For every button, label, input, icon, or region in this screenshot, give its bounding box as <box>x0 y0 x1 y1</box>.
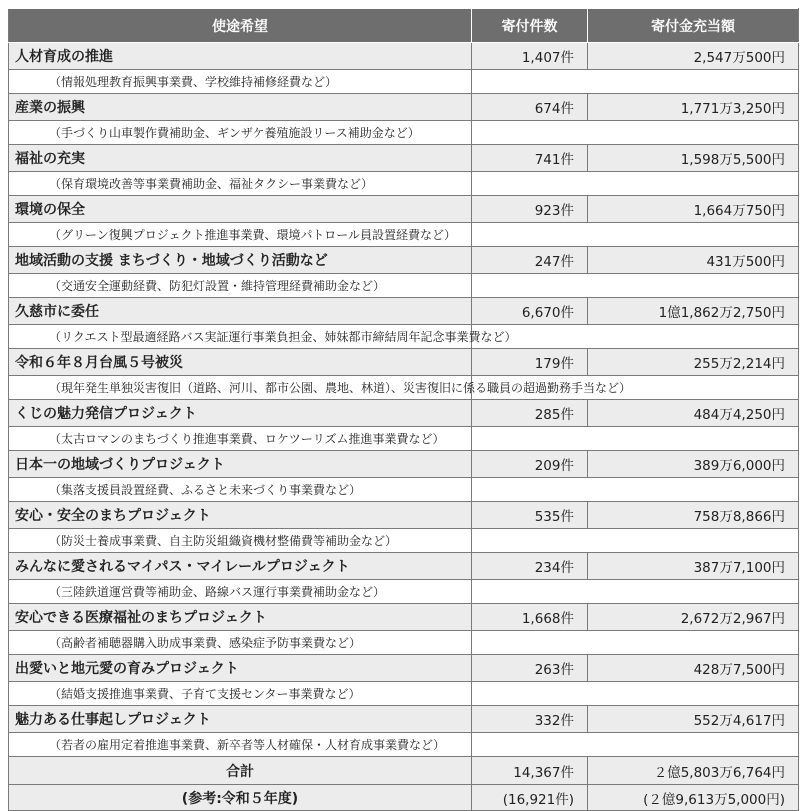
header-purpose: 使途希望 <box>9 9 472 43</box>
category-name: 環境の保全 <box>9 196 472 223</box>
donation-count: 179件 <box>472 349 588 376</box>
category-row <box>9 655 799 682</box>
category-name: 魅力ある仕事起しプロジェクト <box>9 706 472 733</box>
donation-amount: 2,547万500円 <box>588 43 799 70</box>
detail-spacer <box>472 223 799 247</box>
donation-amount: 484万4,250円 <box>588 400 799 427</box>
donation-amount: 1,664万750円 <box>588 196 799 223</box>
donation-amount: 1,598万5,500円 <box>588 145 799 172</box>
total-label: 合計 <box>9 757 472 785</box>
category-name: くじの魅力発信プロジェクト <box>9 400 472 427</box>
category-name: 日本一の地域づくりプロジェクト <box>9 451 472 478</box>
donation-count: 332件 <box>472 706 588 733</box>
detail-spacer <box>472 427 799 451</box>
category-detail: （リクエスト型最適経路バス実証運行事業負担金、姉妹都市締結周年記念事業費など） <box>9 325 472 349</box>
category-detail: （グリーン復興プロジェクト推進事業費、環境パトロール員設置経費など） <box>9 223 472 247</box>
category-detail: （防災士養成事業費、自主防災組織資機材整備費等補助金など） <box>9 529 472 553</box>
category-detail: （交通安全運動経費、防犯灯設置・維持管理経費補助金など） <box>9 274 472 298</box>
category-detail-row <box>9 427 799 451</box>
donation-count: 263件 <box>472 655 588 682</box>
category-row <box>9 604 799 631</box>
detail-spacer <box>472 172 799 196</box>
total-amount: ２億5,803万6,764円 <box>588 757 799 785</box>
detail-spacer <box>472 682 799 706</box>
donation-amount: 389万6,000円 <box>588 451 799 478</box>
total-row <box>9 757 799 785</box>
donation-count: 1,407件 <box>472 43 588 70</box>
reference-count: (16,921件) <box>472 785 588 811</box>
category-detail: （現年発生単独災害復旧（道路、河川、都市公園、農地、林道）、災害復旧に係る職員の超過勤務手当など） <box>9 376 472 400</box>
donation-count: 535件 <box>472 502 588 529</box>
detail-spacer <box>472 478 799 502</box>
category-detail-row <box>9 172 799 196</box>
category-row <box>9 451 799 478</box>
donation-count: 674件 <box>472 94 588 121</box>
donation-amount: 431万500円 <box>588 247 799 274</box>
category-detail-row <box>9 223 799 247</box>
category-row <box>9 247 799 274</box>
category-row <box>9 553 799 580</box>
category-row <box>9 196 799 223</box>
category-name: みんなに愛されるマイパス・マイレールプロジェクト <box>9 553 472 580</box>
category-row <box>9 43 799 70</box>
detail-spacer <box>472 325 799 349</box>
category-name: 令和６年８月台風５号被災 <box>9 349 472 376</box>
category-name: 安心できる医療福祉のまちプロジェクト <box>9 604 472 631</box>
table-header-row <box>9 9 799 43</box>
category-detail-row <box>9 631 799 655</box>
detail-spacer <box>472 631 799 655</box>
header-amount: 寄付金充当額 <box>588 9 799 43</box>
category-name: 安心・安全のまちプロジェクト <box>9 502 472 529</box>
donation-usage-table <box>8 8 799 811</box>
donation-count: 247件 <box>472 247 588 274</box>
donation-amount: 2,672万2,967円 <box>588 604 799 631</box>
category-detail: （若者の雇用定着推進事業費、新卒者等人材確保・人材育成事業費など） <box>9 733 472 757</box>
category-detail: （三陸鉄道運営費等補助金、路線バス運行事業費補助金など） <box>9 580 472 604</box>
category-row <box>9 145 799 172</box>
category-detail: （集落支援員設置経費、ふるさと未来づくり事業費など） <box>9 478 472 502</box>
table-body <box>9 43 799 811</box>
donation-count: 234件 <box>472 553 588 580</box>
detail-spacer <box>472 274 799 298</box>
reference-amount: (２億9,613万5,000円) <box>588 785 799 811</box>
category-name: 福祉の充実 <box>9 145 472 172</box>
category-name: 出愛いと地元愛の育みプロジェクト <box>9 655 472 682</box>
donation-count: 209件 <box>472 451 588 478</box>
donation-count: 6,670件 <box>472 298 588 325</box>
donation-count: 741件 <box>472 145 588 172</box>
detail-spacer <box>472 529 799 553</box>
donation-count: 285件 <box>472 400 588 427</box>
category-detail: （高齢者補聴器購入助成事業費、感染症予防事業費など） <box>9 631 472 655</box>
category-row <box>9 349 799 376</box>
category-detail-row <box>9 529 799 553</box>
category-detail-row <box>9 274 799 298</box>
donation-amount: 387万7,100円 <box>588 553 799 580</box>
header-count: 寄付件数 <box>472 9 588 43</box>
category-row <box>9 706 799 733</box>
reference-label: (参考:令和５年度) <box>9 785 472 811</box>
donation-count: 923件 <box>472 196 588 223</box>
category-detail-row <box>9 733 799 757</box>
donation-amount: 758万8,866円 <box>588 502 799 529</box>
donation-count: 1,668件 <box>472 604 588 631</box>
category-row <box>9 502 799 529</box>
category-detail: （手づくり山車製作費補助金、ギンザケ養殖施設リース補助金など） <box>9 121 472 145</box>
category-detail: （情報処理教育振興事業費、学校維持補修経費など） <box>9 70 472 94</box>
donation-amount: 428万7,500円 <box>588 655 799 682</box>
detail-spacer <box>472 580 799 604</box>
category-detail-row <box>9 121 799 145</box>
category-detail-row <box>9 682 799 706</box>
detail-spacer <box>472 121 799 145</box>
category-name: 久慈市に委任 <box>9 298 472 325</box>
donation-amount: 1億1,862万2,750円 <box>588 298 799 325</box>
category-row <box>9 94 799 121</box>
category-detail-row <box>9 478 799 502</box>
category-name: 産業の振興 <box>9 94 472 121</box>
category-row <box>9 400 799 427</box>
category-detail-row <box>9 325 799 349</box>
category-detail: （保育環境改善等事業費補助金、福祉タクシー事業費など） <box>9 172 472 196</box>
detail-spacer <box>472 70 799 94</box>
donation-amount: 552万4,617円 <box>588 706 799 733</box>
donation-amount: 1,771万3,250円 <box>588 94 799 121</box>
category-detail: （結婚支援推進事業費、子育て支援センター事業費など） <box>9 682 472 706</box>
category-detail: （太古ロマンのまちづくり推進事業費、ロケツーリズム推進事業費など） <box>9 427 472 451</box>
reference-row <box>9 785 799 811</box>
detail-spacer <box>472 733 799 757</box>
category-name: 人材育成の推進 <box>9 43 472 70</box>
category-row <box>9 298 799 325</box>
category-detail-row <box>9 376 799 400</box>
category-name: 地域活動の支援 まちづくり・地域づくり活動など <box>9 247 472 274</box>
category-detail-row <box>9 70 799 94</box>
donation-amount: 255万2,214円 <box>588 349 799 376</box>
total-count: 14,367件 <box>472 757 588 785</box>
category-detail-row <box>9 580 799 604</box>
